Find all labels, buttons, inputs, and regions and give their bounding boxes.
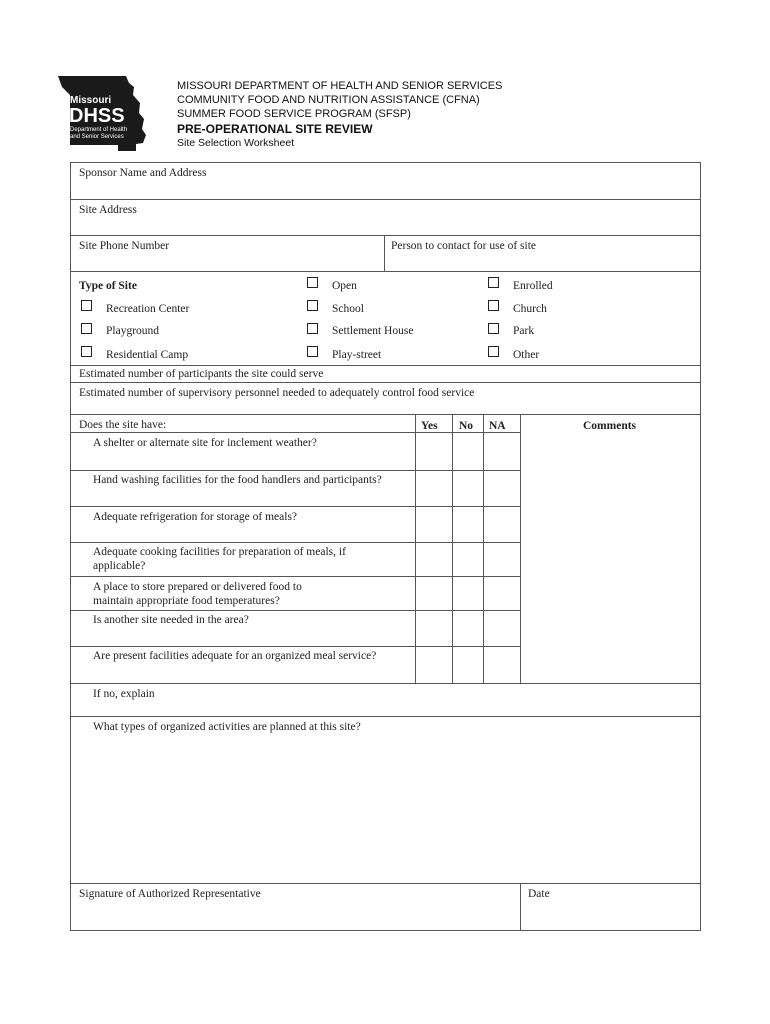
answer-na-cell[interactable] [484,433,520,683]
question-hand-washing: Hand washing facilities for the food handlers and participants? [93,474,382,486]
playground-label: Playground [106,325,160,337]
participants-estimate-label: Estimated number of participants the site could serve [79,368,324,380]
open-label: Open [332,280,357,292]
site-phone-label: Site Phone Number [79,240,170,252]
form-subtitle: Site Selection Worksheet [177,137,295,149]
question-food-storage-line-1: A place to store prepared or delivered food to [93,581,302,593]
recreation-center-checkbox[interactable] [81,300,92,311]
question-cooking-line-2: applicable? [93,560,146,572]
site-address-field[interactable] [71,200,700,235]
dhss-logo [56,73,149,153]
division-name: COMMUNITY FOOD AND NUTRITION ASSISTANCE (CFNA) [177,94,480,106]
question-refrigeration: Adequate refrigeration for storage of meals? [93,511,298,523]
agency-name: MISSOURI DEPARTMENT OF HEALTH AND SENIOR SERVICES [177,80,503,92]
explain-field[interactable] [71,684,700,716]
park-checkbox[interactable] [488,323,499,334]
answer-yes-cell[interactable] [416,433,452,683]
question-another-site: Is another site needed in the area? [93,614,249,626]
personnel-estimate-label: Estimated number of supervisory personnel needed to adequately control food service [79,387,475,399]
site-type-heading: Type of Site [79,280,137,292]
comments-field[interactable] [521,433,700,683]
comments-column-header: Comments [583,420,637,432]
logo-line-4: and Senior Services [70,134,124,140]
logo-line-3: Department of Health [70,127,128,133]
question-facilities-adequate: Are present facilities adequate for an organized meal service? [93,650,377,662]
activities-field[interactable] [71,717,700,883]
park-label: Park [513,325,535,337]
logo-line-2: DHSS [69,105,125,127]
sponsor-label: Sponsor Name and Address [79,167,207,179]
school-label: School [332,303,364,315]
question-food-storage-line-2: maintain appropriate food temperatures? [93,595,280,607]
question-cooking-line-1: Adequate cooking facilities for preparation of meals, if [93,546,346,558]
play-street-checkbox[interactable] [307,346,318,357]
answer-no-cell[interactable] [453,433,483,683]
residential-camp-checkbox[interactable] [81,346,92,357]
form-header [177,79,502,150]
na-column-header: NA [489,420,506,432]
other-label: Other [513,349,540,361]
explain-label: If no, explain [93,688,155,700]
school-checkbox[interactable] [307,300,318,311]
site-address-label: Site Address [79,204,137,216]
signature-label: Signature of Authorized Representative [79,888,261,900]
enrolled-label: Enrolled [513,280,553,292]
playground-checkbox[interactable] [81,323,92,334]
program-name: SUMMER FOOD SERVICE PROGRAM (SFSP) [177,108,411,120]
settlement-house-checkbox[interactable] [307,323,318,334]
settlement-house-label: Settlement House [332,325,414,337]
yes-column-header: Yes [421,420,438,432]
question-shelter: A shelter or alternate site for inclement weather? [93,437,317,449]
residential-camp-label: Residential Camp [106,349,189,361]
activities-label: What types of organized activities are planned at this site? [93,721,361,733]
recreation-center-label: Recreation Center [106,303,190,315]
checklist-heading: Does the site have: [79,419,167,431]
no-column-header: No [459,420,474,432]
site-selection-form [70,162,701,931]
church-label: Church [513,303,547,315]
play-street-label: Play-street [332,349,382,361]
church-checkbox[interactable] [488,300,499,311]
form-title: PRE-OPERATIONAL SITE REVIEW [177,122,373,136]
contact-label: Person to contact for use of site [391,240,536,252]
date-label: Date [528,888,550,900]
open-checkbox[interactable] [307,277,318,288]
logo-line-1: Missouri [70,95,112,106]
enrolled-checkbox[interactable] [488,277,499,288]
other-checkbox[interactable] [488,346,499,357]
